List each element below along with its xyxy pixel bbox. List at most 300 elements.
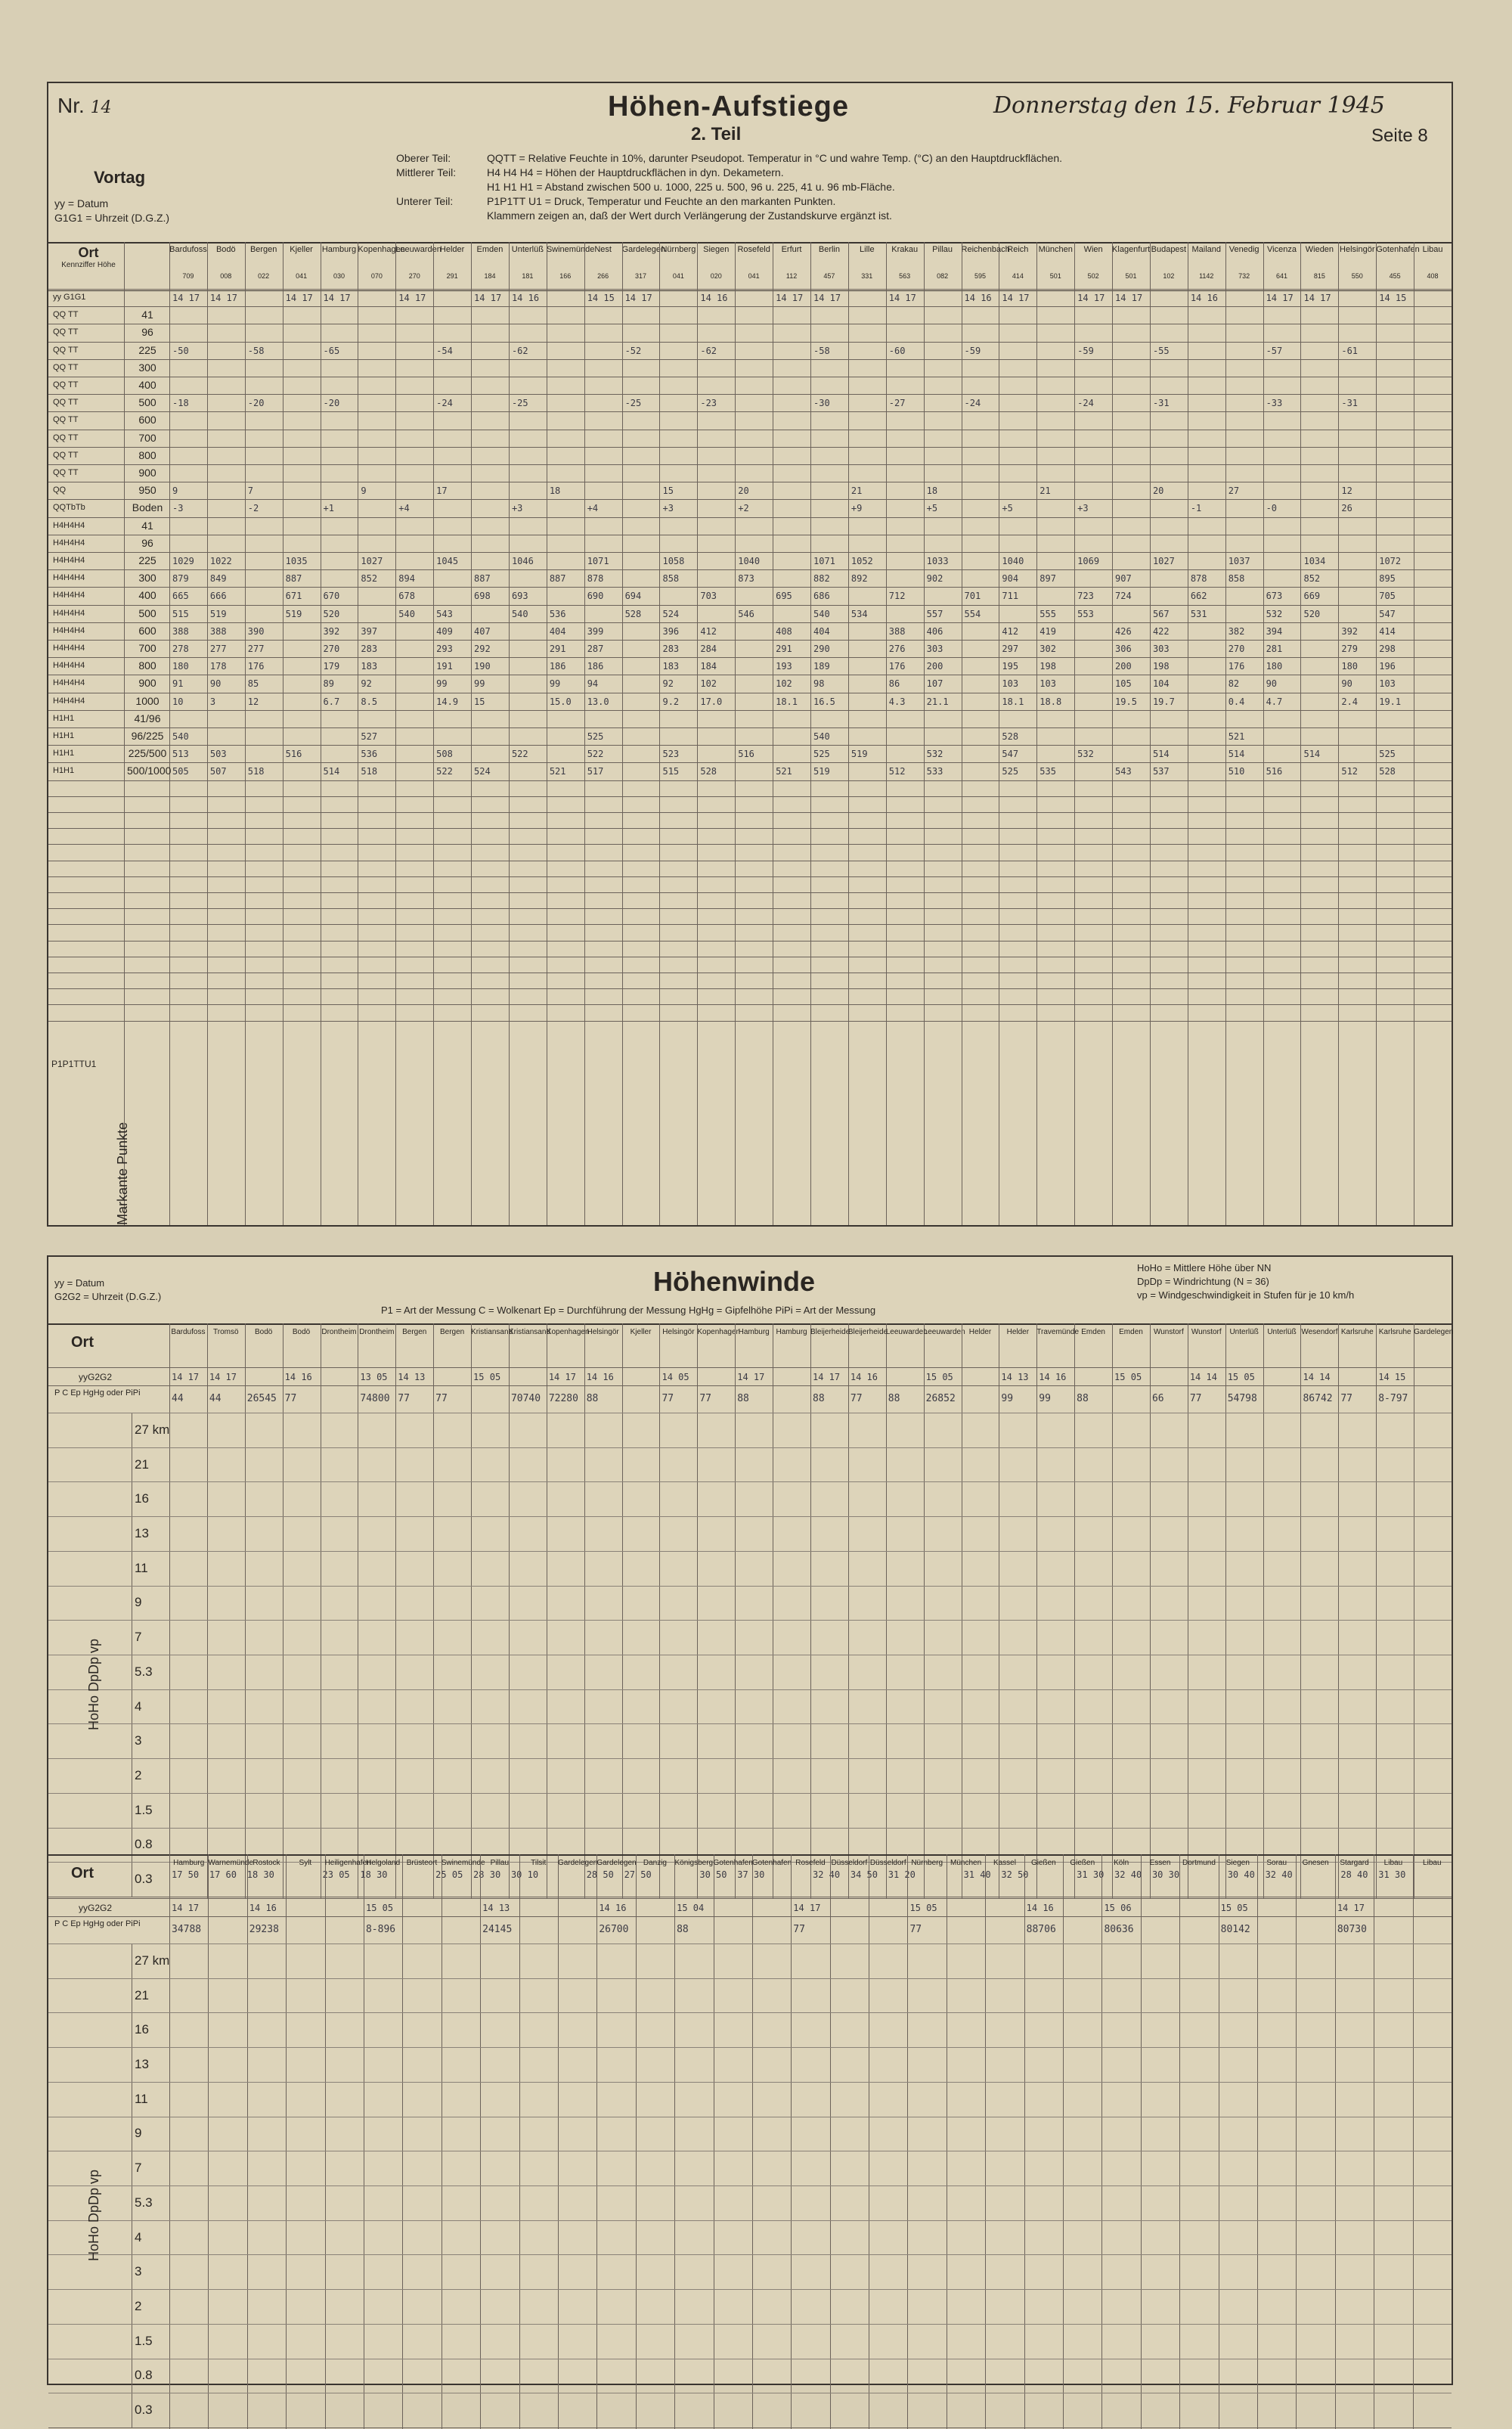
winde-legend-right: HoHo = Mittlere Höhe über NN DpDp = Windrichtung (N = 36) vp = Windgeschwindigkeit in Stufen für je 10 km/h [1137,1262,1355,1301]
station-name: Hamburg [321,245,357,254]
aufstieg-value: -60 [888,345,906,356]
winde-top-col-line [622,1323,623,1898]
winde-top-pc-value: 88 [888,1393,900,1404]
aufstieg-value: -61 [1341,345,1359,356]
aufstieg-value: 15.0 [549,696,572,707]
grid-row-line [48,552,1452,553]
aufstieg-value: 519 [813,766,830,777]
aufstieg-value: 92 [361,678,372,690]
aufstieg-value: 531 [1190,608,1207,619]
aufstieg-value: 396 [662,625,680,637]
aufstieg-value: 404 [549,625,566,637]
aufstieg-value: 180 [1341,661,1359,672]
winde-bottom-station-name: Gardelegen [557,1859,598,1867]
winde-bottom-row-line [48,2185,1452,2186]
aufstieg-value: 306 [1115,644,1132,654]
aufstieg-value: 422 [1152,625,1170,637]
row-level: 600 [138,624,156,637]
station-code: 501 [1125,272,1137,280]
winde-top-yy-value: 14 05 [662,1372,689,1382]
grid-col-line [207,242,208,1225]
station-name: München [1038,245,1073,254]
aufstieg-value: 283 [361,644,378,654]
aufstieg-value: 86 [888,678,900,690]
winde-bottom-col-line [596,1854,597,2429]
station-code: 022 [258,272,270,280]
row-level: 41/96 [134,712,161,724]
aufstieg-value: -0 [1266,503,1278,514]
aufstieg-value: 419 [1040,625,1056,637]
aufstieg-value: 540 [511,608,528,619]
winde-top-pc-value: 77 [1340,1393,1352,1404]
winde-bottom-height-label: 7 [135,2161,142,2176]
aufstieg-value: 503 [209,749,227,760]
station-name: Bodö [215,245,236,254]
winde-bottom-height-label: 0.8 [135,2368,153,2383]
aufstieg-value: -62 [511,345,528,356]
winde-bottom-height-label: 2 [135,2299,142,2313]
aufstieg-value: 6.7 [323,696,340,707]
aufstieg-value: 14 15 [587,293,615,303]
winde-top-pc-value: 99 [1001,1393,1014,1404]
aufstieg-value: 532 [926,749,943,760]
aufstieg-value: 528 [700,766,717,777]
winde-bottom-station-name: Köln [1114,1859,1129,1867]
winde-top-station-name: Unterlüß [1267,1328,1297,1336]
winde-top-pc-value: 72280 [548,1393,578,1404]
winde-top-wind-value: 28 50 [586,1869,614,1881]
winde-bottom-row-line [48,2289,1452,2290]
aufstieg-value: 516 [285,749,302,760]
aufstieg-value: 522 [587,749,604,760]
aufstieg-value: 193 [776,661,792,672]
aufstieg-value: 536 [361,749,378,760]
aufstieg-value: 546 [738,608,754,619]
grid-col-line [1263,242,1264,1225]
page-date: Donnerstag den 15. Februar 1945 [993,92,1385,119]
station-code: 112 [785,272,798,280]
winde-bottom-col-line [636,1854,637,2429]
winde-top-wind-value: 27 50 [624,1869,652,1881]
aufstieg-value: 184 [700,661,717,672]
aufstieg-value: +3 [1077,503,1089,514]
aufstieg-value: 105 [1115,678,1132,690]
station-code: 408 [1427,272,1439,280]
aufstieg-value: -58 [813,345,830,356]
winde-top-station-name: Hamburg [776,1328,807,1336]
aufstieg-value: 1029 [172,556,194,566]
aufstieg-value: 180 [172,661,189,672]
aufstieg-value: 17 [436,485,448,497]
station-code: 041 [296,272,308,280]
winde-top-wind-value: 31 30 [1378,1869,1406,1881]
aufstieg-value: 524 [474,766,491,777]
aufstieg-value: 547 [1002,749,1019,760]
winde-top-row-line [48,1551,1452,1552]
aufstieg-value: 303 [1152,644,1170,654]
station-name: Unterlüß [511,245,544,254]
winde-top-col-line [169,1323,170,1898]
aufstieg-value: 91 [172,678,184,690]
yy-datum-note: yy = Datum G1G1 = Uhrzeit (D.G.Z.) [54,197,170,224]
winde-top-yy-value: 14 17 [737,1372,765,1382]
row-level: 225 [138,554,156,566]
aufstieg-value: 528 [1002,731,1019,742]
aufstieg-value: 14 17 [285,293,313,303]
aufstieg-value: 518 [361,766,378,777]
aufstieg-value: 102 [776,678,792,690]
winde-top-col-line [924,1323,925,1898]
aufstieg-value: 20 [1152,485,1164,497]
aufstieg-value: 537 [1152,766,1170,777]
grid-col-line [245,242,246,1225]
winde-bottom-height-label: 0.3 [135,2403,153,2418]
row-code: H1H1 [53,749,75,758]
winde-bottom-row-line [48,2082,1452,2083]
winde-bottom-col-line [480,1854,481,2429]
row-level: 300 [138,361,156,374]
winde-top-col-line [659,1323,660,1898]
winde-top-wind-value: 17 50 [172,1869,200,1881]
aufstieg-value: 183 [662,661,680,672]
winde-bottom-row-line [48,2324,1452,2325]
aufstieg-value: 27 [1228,485,1240,497]
grid-row-line [48,1004,1452,1005]
winde-top-height-label: 1.5 [135,1802,153,1817]
grid-col-line [735,242,736,1225]
aufstieg-value: 90 [1341,678,1352,690]
row-code: H4H4H4 [53,538,85,548]
aufstieg-value: 887 [549,573,566,585]
winde-top-station-name: Tromsö [213,1328,239,1336]
winde-bottom-station-name: Siegen [1225,1859,1250,1867]
aufstieg-value: 17.0 [700,696,723,707]
winde-top-col-line [886,1323,887,1898]
winde-top-pc-value: 66 [1151,1393,1164,1404]
winde-bottom-station-name: Pillau [490,1859,510,1867]
aufstieg-value: 527 [361,731,378,742]
winde-top-station-name: Gardelegen [1414,1328,1454,1336]
grid-col-line [471,242,472,1225]
winde-top-wind-value: 34 50 [850,1869,878,1881]
aufstieg-value: 670 [323,591,340,602]
aufstieg-value: 191 [436,661,453,672]
station-code: 041 [748,272,760,280]
aufstieg-value: 89 [323,678,334,690]
aufstieg-value: 4.7 [1266,696,1283,707]
aufstieg-value: 1034 [1303,556,1326,566]
row-level: 96 [141,536,153,549]
aufstieg-value: 705 [1379,591,1396,602]
aufstieg-value: 392 [1341,625,1359,637]
winde-top-col-line [810,1323,811,1898]
winde-top-row-line [48,1447,1452,1448]
aufstieg-value: 270 [1228,644,1245,654]
row-code: QQ TT [53,450,79,460]
grid-col-line [1074,242,1075,1225]
aufstieg-value: 102 [700,678,717,690]
row-level: 41 [141,309,153,321]
aufstieg-value: 897 [1040,573,1056,585]
station-name: Berlin [818,245,840,254]
aufstieg-value: 297 [1002,644,1019,654]
winde-top-pc-value: 77 [1189,1393,1202,1404]
winde-bottom-height-label: 13 [135,2057,149,2071]
aufstieg-value: 12 [247,696,259,707]
aufstieg-value: 507 [209,766,227,777]
winde-bottom-height-label: 16 [135,2022,149,2037]
winde-top-height-label: 27 km [135,1422,170,1437]
aufstieg-value: 12 [1341,485,1352,497]
winde-top-yy-value: 14 15 [1378,1372,1406,1382]
vortag-label: Vortag [94,168,146,187]
aufstieg-value: 849 [209,573,227,585]
aufstieg-value: 14 17 [1303,293,1331,303]
aufstieg-value: 103 [1040,678,1056,690]
aufstieg-value: 712 [888,591,906,602]
grid-row-line [48,908,1452,909]
aufstieg-value: 278 [172,644,189,654]
grid-col-line [1338,242,1339,1225]
aufstieg-value: 200 [1115,661,1132,672]
winde-top-yy-value: 14 17 [172,1372,200,1382]
aufstieg-value: 690 [587,591,604,602]
winde-title: Höhenwinde [653,1266,815,1297]
aufstieg-value: -31 [1152,398,1170,409]
aufstieg-value: 1069 [1077,556,1100,566]
aufstieg-value: -27 [888,398,906,409]
winde-bottom-col-line [519,1854,520,2429]
station-code: 082 [937,272,949,280]
row-code: H4H4H4 [53,573,85,583]
station-name: Klagenfurt [1112,245,1151,254]
winde-top-station-name: Bodö [255,1328,273,1336]
winde-top-wind-value: 18 30 [360,1869,388,1881]
grid-col-line [433,242,434,1225]
aufstieg-value: 98 [813,678,825,690]
aufstieg-value: 858 [662,573,680,585]
winde-top-col-line [1036,1323,1037,1898]
row-code: H4H4H4 [53,661,85,671]
aufstieg-value: 7 [247,485,253,497]
aufstieg-value: 90 [1266,678,1278,690]
winde-bottom-col-line [1063,1854,1064,2429]
aufstieg-value: 521 [549,766,566,777]
winde-bottom-station-name: Düsseldorf [869,1859,906,1867]
aufstieg-value: 671 [285,591,302,602]
winde-bottom-col-line [208,1854,209,2429]
station-name: Bergen [249,245,277,254]
winde-top-height-label: 13 [135,1526,149,1540]
winde-top-pc-value: 88 [813,1393,825,1404]
winde-top-col-line [283,1323,284,1898]
winde-top-station-name: Leeuwarden [885,1328,928,1336]
winde-bottom-station-name: Swinemünde [441,1859,485,1867]
grid-row-line [48,622,1452,623]
aufstieg-value: 9 [361,485,367,497]
aufstieg-value: 1040 [738,556,761,566]
aufstieg-value: 554 [964,608,981,619]
row-level: 400 [138,589,156,602]
winde-bottom-yy-value: 14 17 [793,1903,821,1913]
aufstieg-value: 18 [926,485,938,497]
aufstieg-value: 198 [1152,661,1170,672]
station-name: Emden [476,245,503,254]
winde-top-station-name: Emden [1081,1328,1105,1336]
aufstieg-value: 104 [1152,678,1170,690]
grid-col-line [169,242,170,1225]
winde-top-station-name: Unterlüß [1229,1328,1259,1336]
grid-row-line [48,762,1452,763]
aufstieg-value: 1037 [1228,556,1250,566]
aufstieg-value: 14.9 [436,696,459,707]
row-level: Boden [132,501,163,514]
station-name: Venedig [1228,245,1259,254]
winde-bottom-top-line [48,1854,1452,1856]
aufstieg-value: 515 [662,766,680,777]
aufstieg-value: 14 15 [1379,293,1407,303]
station-name: Budapest [1151,245,1187,254]
winde-bottom-pc-label: P C Ep HgHg oder PiPi [54,1919,141,1928]
winde-bottom-height-label: 11 [135,2091,148,2106]
winde-top-wind-value: 17 60 [209,1869,237,1881]
winde-top-yy-value: 14 16 [850,1372,878,1382]
aufstieg-value: 290 [813,644,830,654]
winde-top-station-name: Karlsruhe [1378,1328,1411,1336]
winde-bottom-col-line [907,1854,908,2429]
aufstieg-value: 388 [172,625,189,637]
aufstieg-value: -65 [323,345,340,356]
grid-col-line [848,242,849,1225]
winde-bottom-row-line [48,1916,1452,1917]
aufstieg-value: 13.0 [587,696,609,707]
winde-bottom-pc-value: 80142 [1220,1924,1250,1935]
winde-top-row-line [48,1516,1452,1517]
winde-top-col-line [1300,1323,1301,1898]
aufstieg-value: +4 [398,503,410,514]
station-code: 732 [1238,272,1250,280]
aufstieg-value: 9.2 [662,696,680,707]
winde-top-yy-value: 15 05 [473,1372,501,1382]
aufstieg-value: 94 [587,678,599,690]
aufstieg-value: 528 [1379,766,1396,777]
station-code: 184 [484,272,496,280]
winde-top-height-label: 11 [135,1560,148,1575]
winde-top-station-name: Drontheim [321,1328,357,1336]
station-code: 709 [182,272,194,280]
grid-col-line [124,242,125,1225]
station-name: Bardufoss [169,245,207,254]
station-code: 070 [370,272,383,280]
aufstieg-value: -50 [172,345,189,356]
aufstieg-value: 200 [926,661,943,672]
winde-bottom-station-name: Sylt [299,1859,312,1867]
aufstieg-value: 14 17 [776,293,804,303]
grid-row-line [48,1021,1452,1022]
grid-row-line [48,876,1452,877]
winde-top-station-name: Emden [1119,1328,1143,1336]
aufstieg-value: 695 [776,591,792,602]
winde-bottom-yy-value: 15 05 [365,1903,394,1913]
winde-bottom-height-label: 5.3 [135,2195,153,2210]
winde-bottom-yy-value: 14 17 [1337,1903,1365,1913]
station-code: 595 [974,272,986,280]
aufstieg-value: 406 [926,625,943,637]
aufstieg-value: -24 [436,398,453,409]
aufstieg-value: 540 [398,608,415,619]
winde-bottom-col-line [1257,1854,1258,2429]
winde-bottom-station-name: Essen [1149,1859,1171,1867]
aufstieg-value: 514 [1303,749,1321,760]
row-level: 500 [138,396,156,409]
aufstieg-value: +4 [587,503,599,514]
aufstieg-value: 14 17 [1115,293,1143,303]
aufstieg-value: 8.5 [361,696,378,707]
aufstieg-value: 519 [285,608,302,619]
aufstieg-value: 703 [700,591,717,602]
winde-bottom-station-name: Gotenhafen [713,1859,753,1867]
aufstieg-value: -24 [1077,398,1094,409]
aufstieg-value: 10 [172,696,184,707]
aufstieg-value: 277 [209,644,227,654]
winde-top-height-label: 0.8 [135,1837,153,1852]
winde-top-wind-value: 31 30 [1077,1869,1105,1881]
station-code: 270 [408,272,420,280]
winde-bottom-pc-value: 8-896 [365,1924,396,1935]
winde-bottom-col-line [1413,1854,1414,2429]
grid-row-line [48,844,1452,845]
row-code: QQ TT [53,433,79,442]
winde-top-height-label: 21 [135,1456,149,1472]
aufstieg-value: 103 [1002,678,1019,690]
winde-top-height-label: 9 [135,1595,142,1610]
aufstieg-value: 270 [323,644,340,654]
aufstieg-value: 99 [436,678,448,690]
aufstieg-value: 536 [549,608,566,619]
aufstieg-value: 409 [436,625,453,637]
grid-row-line [48,464,1452,465]
row-level: 1000 [135,694,160,707]
grid-row-line [48,745,1452,746]
aufstieg-value: 892 [850,573,868,585]
winde-bottom-station-name: Tilsit [531,1859,547,1867]
aufstieg-value: 303 [926,644,943,654]
nr-value: 14 [90,98,112,117]
winde-top-station-name: Bergen [402,1328,427,1336]
winde-bottom-row-line [48,1898,1452,1899]
aufstieg-value: 519 [209,608,227,619]
winde-bottom-station-name: Rosefeld [795,1859,826,1867]
winde-top-row-line [48,1723,1452,1724]
row-code: QQ TT [53,362,79,372]
aufstieg-value: 532 [1077,749,1094,760]
winde-bottom-station-name: Kassel [993,1859,1016,1867]
winde-top-wind-value: 23 05 [322,1869,350,1881]
aufstieg-value: 414 [1379,625,1396,637]
aufstieg-value: 543 [1115,766,1132,777]
row-code: H4H4H4 [53,591,85,600]
winde-bottom-station-name: Königsberg [674,1859,714,1867]
aufstieg-value: 19.7 [1152,696,1175,707]
winde-top-pc-value: 86742 [1303,1393,1333,1404]
winde-top-height-label: 2 [135,1768,142,1782]
row-level: 700 [138,642,156,654]
aufstieg-value: 1052 [850,556,873,566]
winde-top-wind-value: 37 30 [737,1869,765,1881]
aufstieg-value: 99 [474,678,485,690]
aufstieg-value: 85 [247,678,259,690]
winde-top-pc-label: P C Ep HgHg oder PiPi [54,1388,141,1398]
